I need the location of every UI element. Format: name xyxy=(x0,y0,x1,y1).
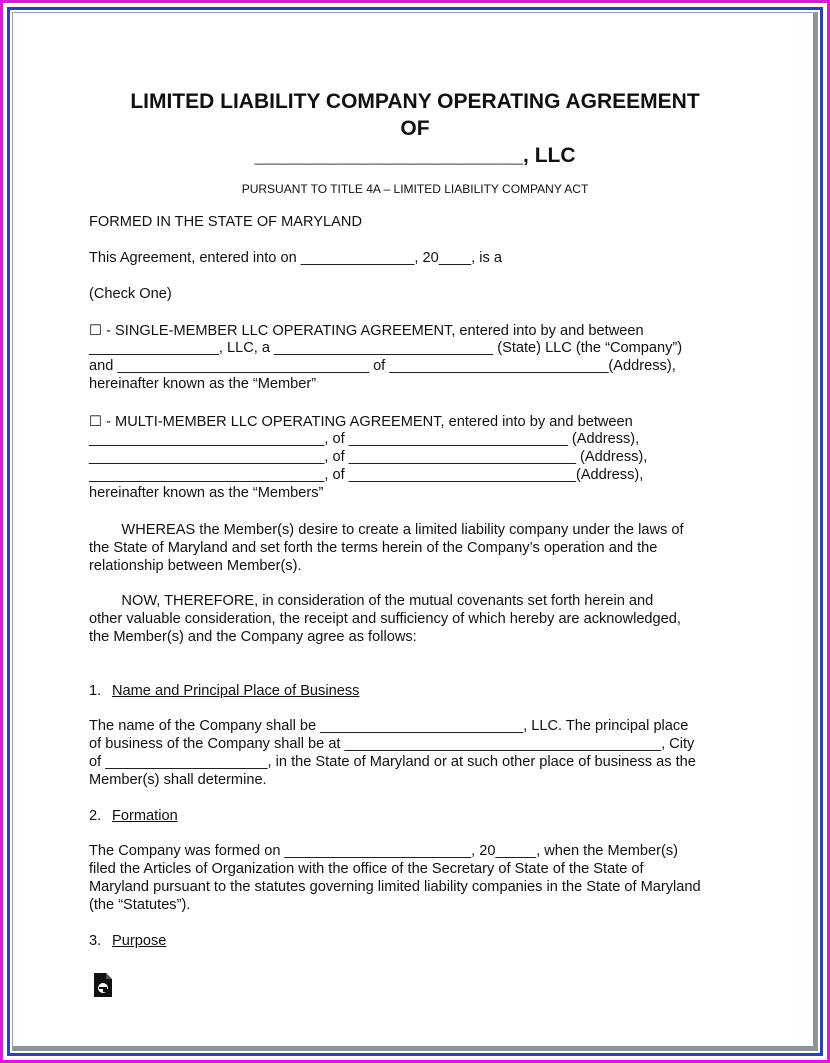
single-member-line: and _______________________________ of ___________________________(Address), xyxy=(89,358,676,374)
single-member-line: ________________, LLC, a ___________________________ (State) LLC (the “Company”) xyxy=(89,340,683,356)
whereas-line: the State of Maryland and set forth the terms herein of the Company’s operation and the xyxy=(89,540,658,556)
whereas-line: WHEREAS the Member(s) desire to create a limited liability company under the laws of xyxy=(89,522,684,538)
single-member-line: hereinafter known as the “Member” xyxy=(89,376,317,392)
multi-member-line: _____________________________, of ____________________________(Address), xyxy=(89,467,644,483)
title-line-1: LIMITED LIABILITY COMPANY OPERATING AGREEMENT xyxy=(130,90,700,113)
subtitle: PURSUANT TO TITLE 4A – LIMITED LIABILITY COMPANY ACT xyxy=(241,182,589,196)
section-1-text: Member(s) shall determine. xyxy=(89,772,267,788)
title-line-2: OF xyxy=(400,117,430,140)
multi-member-line: _____________________________, of ___________________________ (Address), xyxy=(89,431,640,447)
whereas-line: relationship between Member(s). xyxy=(89,558,302,574)
section-1-text: of ____________________, in the State of Maryland or at such other place of business as the xyxy=(89,754,696,770)
formed-line: FORMED IN THE STATE OF MARYLAND xyxy=(89,214,362,230)
section-2-text: The Company was formed on _______________________, 20_____, when the Member(s) xyxy=(89,843,679,859)
section-1-heading: Name and Principal Place of Business xyxy=(112,683,360,699)
title-line-3: _______________________, LLC xyxy=(254,144,576,167)
section-1-text: The name of the Company shall be _________________________, LLC. The principal place xyxy=(89,718,689,734)
section-2-number: 2. xyxy=(89,808,102,824)
section-2-text: filed the Articles of Organization with the office of the Secretary of State of the State of xyxy=(89,861,644,877)
multi-member-line: _____________________________, of ____________________________ (Address), xyxy=(89,449,648,465)
section-1-text: of business of the Company shall be at _______________________________________, City xyxy=(89,736,695,752)
multi-member-line: hereinafter known as the “Members” xyxy=(89,485,324,501)
multi-member-line: ☐ - MULTI-MEMBER LLC OPERATING AGREEMENT, entered into by and between xyxy=(89,414,633,430)
now-therefore-line: NOW, THEREFORE, in consideration of the mutual covenants set forth herein and xyxy=(89,593,654,609)
section-2-heading: Formation xyxy=(112,808,178,824)
document-page xyxy=(17,17,813,1046)
agreement-date-line: This Agreement, entered into on ______________, 20____, is a xyxy=(89,250,502,266)
single-member-line: ☐ - SINGLE-MEMBER LLC OPERATING AGREEMENT, entered into by and between xyxy=(89,323,644,339)
now-therefore-line: the Member(s) and the Company agree as follows: xyxy=(89,629,417,645)
section-3-heading: Purpose xyxy=(112,933,167,949)
section-1-number: 1. xyxy=(89,683,102,699)
document-logo-icon xyxy=(93,972,113,998)
section-2-text: Maryland pursuant to the statutes governing limited liability companies in the State of Maryland xyxy=(89,879,701,895)
check-one: (Check One) xyxy=(89,286,172,302)
now-therefore-line: other valuable consideration, the receipt and sufficiency of which hereby are acknowledged, xyxy=(89,611,681,627)
section-3-number: 3. xyxy=(89,933,102,949)
section-2-text: (the “Statutes”). xyxy=(89,897,191,913)
